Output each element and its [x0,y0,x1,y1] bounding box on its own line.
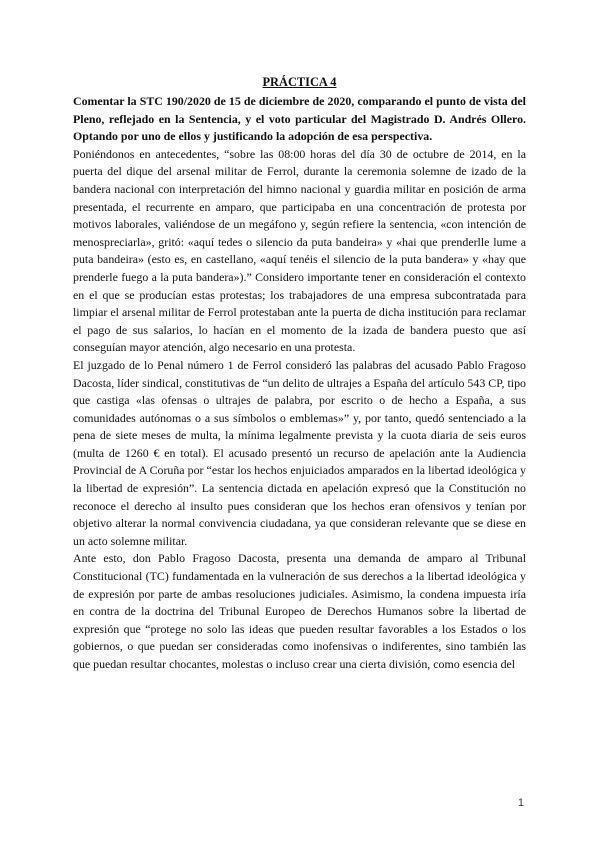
page-content [73,74,526,674]
paragraph-demanda-amparo: Ante esto, don Pablo Fragoso Dacosta, presenta una demanda de amparo al Tribunal Constitucional (TC) fundamentada en la vulneración de sus derechos a la libertad ideológica y de expresión por parte de ambas resoluciones judiciales. Asimismo, la condena impuesta iría en contra de la doctrina del Tribunal Europeo de Derechos Humanos sobre la libertad de expresión que “protege no solo las ideas que pueden resultar favorables a los Estados o los gobiernos, o que puedan ser consideradas como inofensivas o indiferentes, sino también las que puedan resultar chocantes, molestas o incluso crear una cierta división, como esencia del [73,551,526,671]
paragraph-antecedentes: Poniéndonos en antecedentes, “sobre las 08:00 horas del día 30 de octubre de 2014, en la puerta del dique del arsenal militar de Ferrol, durante la ceremonia solemne de izado de la bandera nacional con interpretación del himno nacional y guardia militar en posición de arma presentada, el recurrente en amparo, que participaba en una concentración de protesta por motivos laborales, valiéndose de un megáfono y, según refiere la sentencia, «con intención de menospreciarla», gritó: «aquí tedes o silencio da puta bandeira» y «hai que prenderlle lume a puta bandeira» (esto es, en castellano, «aquí tenéis el silencio de la puta bandera» y «hay que prenderle fuego a la puta bandera»).” Considero importante tener en consideración el contexto en el que se producían estas protestas; los trabajadores de una empresa subcontratada para limpiar el arsenal militar de Ferrol protestaban ante la puerta de dicha institución para reclamar el pago de sus salarios, lo hacían en el momento de la izada de bandera puesto que así conseguían mayor atención, algo necesario en una protesta. [73,146,526,355]
document-title: PRÁCTICA 4 [262,75,337,89]
page-number: 1 [517,797,524,809]
paragraph-juzgado-penal: El juzgado de lo Penal número 1 de Ferrol consideró las palabras del acusado Pablo Fragoso Dacosta, líder sindical, constitutivas de “un delito de ultrajes a España del artículo 543 CP, tipo que castiga «las ofensas o ultrajes de palabra, por escrito o de hecho a España, a sus comunidades autónomas o a sus símbolos o emblemas»” y, por tanto, quedó sentenciado a la pena de siete meses de multa, la mínima legalmente prevista y la cuota diaria de seis euros (multa de 1260 € en total). El acusado presentó un recurso de apelación ante la Audiencia Provincial de A Coruña por “estar los hechos enjuiciados amparados en la libertad ideológica y la libertad de expresión”. La sentencia dictada en apelación expresó que la Constitución no reconoce el derecho al insulto pues consideran que los hechos eran ofensivos y tenían por objetivo alterar la normal convivencia ciudadana, ya que consideran relevante que se diese en un acto solemne militar. [73,357,526,548]
document-subtitle: Comentar la STC 190/2020 de 15 de diciembre de 2020, comparando el punto de vista del Pleno, reflejado en la Sentencia, y el voto particular del Magistrado D. Andrés Ollero. Optando por uno de ellos y justificando la adopción de esa perspectiva. [73,94,526,144]
